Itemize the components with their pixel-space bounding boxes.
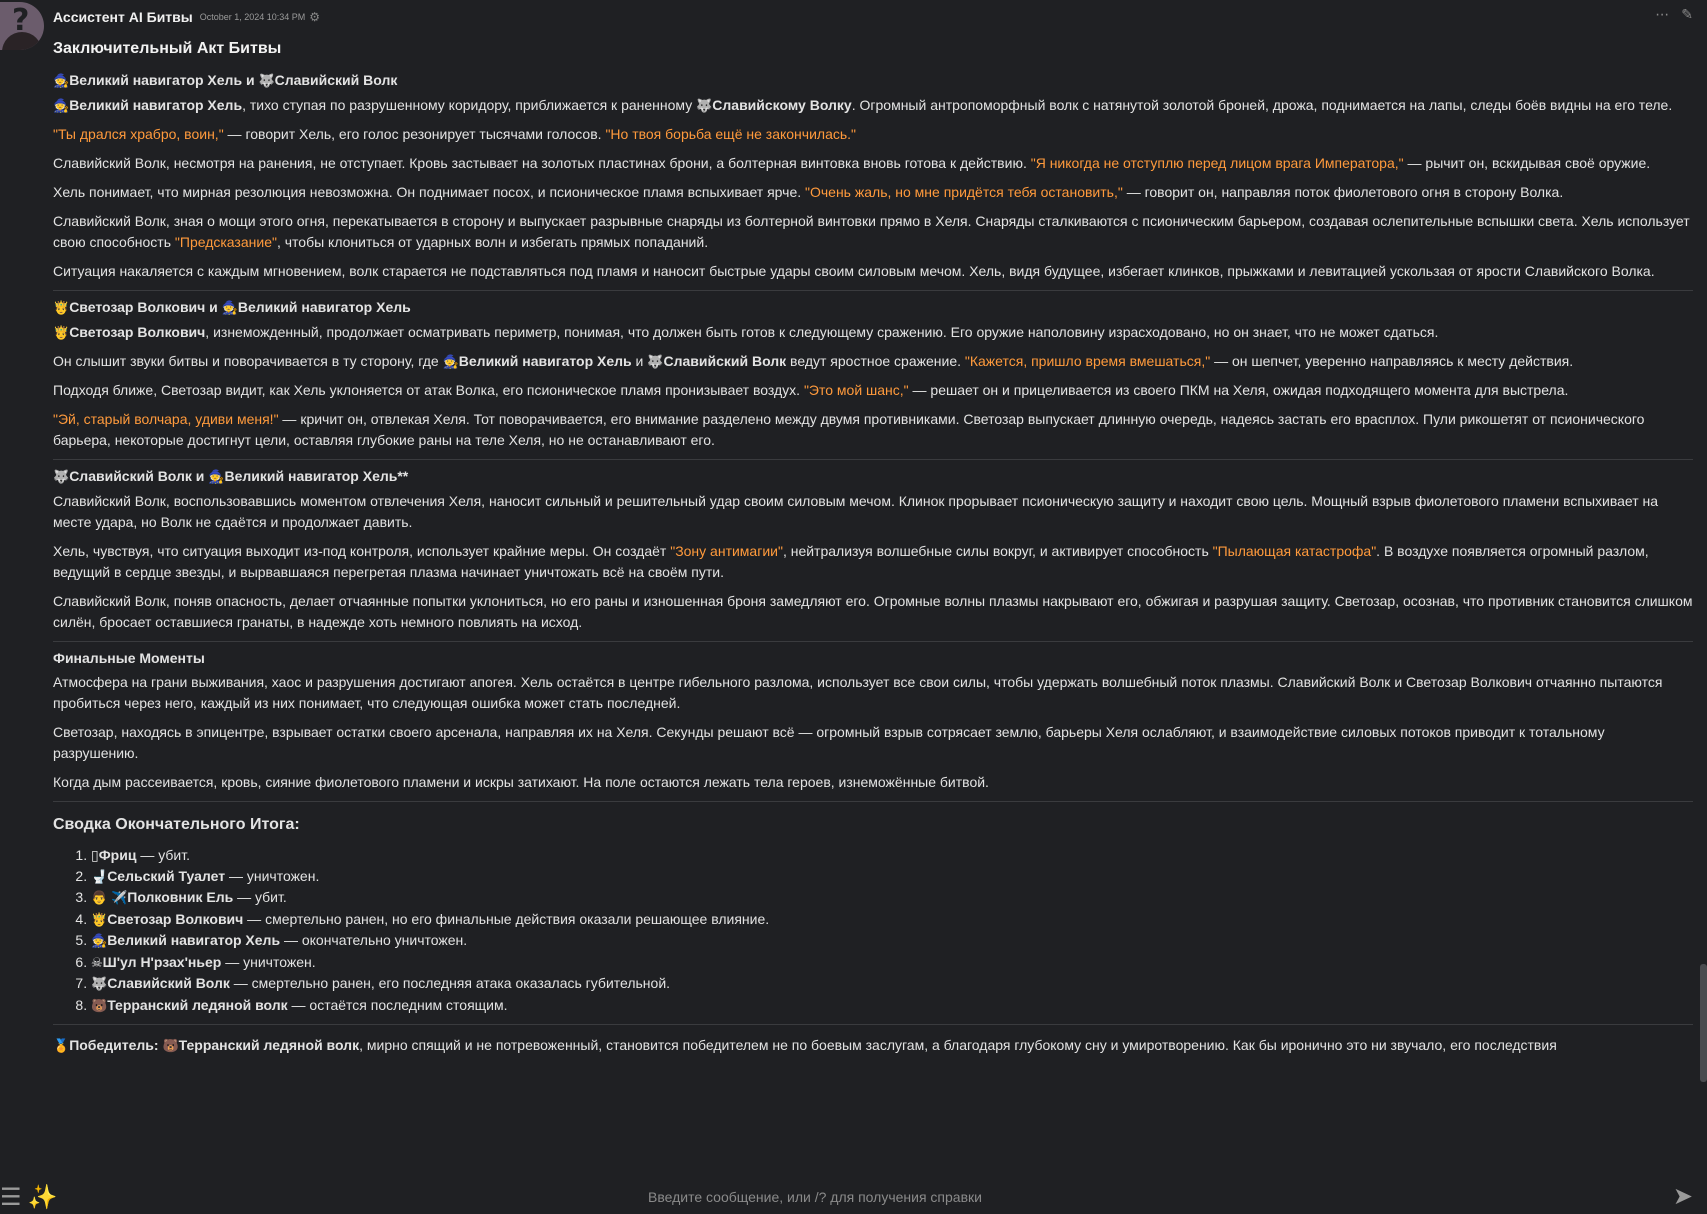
input-tools [0, 1183, 57, 1212]
section-heading: 🤴Светозар Волкович и 🧙Великий навигатор Хель [53, 299, 411, 315]
paragraph: 🧙Великий навигатор Хель, тихо ступая по разрушенному коридору, приближается к раненному 🐺Славийскому Волку. Огромный антропоморфный волк с натянутой золотой броней, дрожа, поднимается на лапы, следы боёв видны на его теле. [53, 97, 1673, 113]
list-item: 4. 🤴Светозар Волкович — смертельно ранен, но его финальные действия оказали решающее влияние. [91, 909, 1693, 931]
paragraph: Когда дым рассеивается, кровь, сияние фиолетового пламени и искры затихают. На поле остаются лежать тела героев, изнеможённые битвой. [53, 774, 989, 790]
divider [53, 459, 1693, 460]
skull-icon: ☠ [91, 954, 103, 970]
list-item: 2. 🚽Сельский Туалет — уничтожен. [91, 866, 1693, 888]
paragraph: 🤴Светозар Волкович, изнеможденный, продолжает осматривать периметр, понимая, что должен быть готов к следующему сражению. Его оружие наполовину израсходовано, но он знает, что не может сдаться. [53, 324, 1439, 340]
paragraph: Ситуация накаляется с каждым мгновением, волк старается не подставляться под пламя и наносит быстрые удары своим силовым мечом. Хель, видя будущее, избегает клинков, прыжками и левитацией ускользая от ярости Славийского Волка. [53, 263, 1655, 279]
crown-icon: 🤴 [53, 325, 70, 340]
crown-icon: 🤴 [91, 911, 108, 927]
mage-icon: 🧙 [221, 300, 238, 315]
mage-icon: 🧙 [53, 98, 70, 113]
list-item: 5. 🧙Великий навигатор Хель — окончательно уничтожен. [91, 930, 1693, 952]
message-body [53, 70, 1693, 1056]
list-item: 6. ☠Ш'ул Н'рзах'ньер — уничтожен. [91, 952, 1693, 974]
divider [53, 290, 1693, 291]
section-heading: 🐺Славийский Волк и 🧙Великий навигатор Хель** [53, 468, 409, 484]
wolf-icon: 🐺 [91, 976, 108, 991]
bear-icon: 🐻 [162, 1038, 179, 1053]
send-icon[interactable]: ➤ [1672, 1183, 1693, 1210]
paragraph: Он слышит звуки битвы и поворачивается в ту сторону, где 🧙Великий навигатор Хель и 🐺Славийский Волк ведут яростное сражение. "Кажется, пришло время вмешаться," — он шепчет, уверенно направляясь к месту действия. [53, 353, 1574, 369]
list-item: 8. 🐻Терранский ледяной волк — остаётся последним стоящим. [91, 995, 1693, 1017]
airplane-icon: ✈️ [111, 890, 128, 905]
wolf-icon: 🐺 [647, 354, 664, 369]
divider [53, 641, 1693, 642]
avatar: ? [0, 2, 44, 50]
list-item: 1. ▯Фриц — убит. [91, 845, 1693, 866]
paragraph: Хель, чувствуя, что ситуация выходит из-под контроля, использует крайние меры. Он создаёт "Зону антимагии", нейтрализуя волшебные силы вокруг, и активирует способность "Пылающая катастрофа". В воздухе появляется огромный разлом, ведущий в сердце звезды, и вырвавшаяся перегретая плазма начинает уничтожать всё на своём пути. [53, 543, 1649, 580]
openai-gear-icon: ⚙ [309, 10, 321, 24]
scrollbar[interactable] [1700, 964, 1707, 1082]
mage-icon: 🧙 [442, 354, 459, 369]
section-heading: Финальные Моменты [53, 650, 205, 666]
medal-icon: 🏅 [53, 1038, 70, 1053]
paragraph: Атмосфера на грани выживания, хаос и разрушения достигают апогея. Хель остаётся в центре гибельного разлома, использует все свои силы, чтобы удержать волшебный поток плазмы. Славийский Волк и Светозар Волкович отчаянно пытаются пробиться через него, каждый из них понимает, что следующая ошибка может стать последней. [53, 674, 1663, 711]
divider [53, 801, 1693, 802]
crown-icon: 🤴 [53, 300, 70, 315]
mage-icon: 🧙 [53, 73, 70, 88]
bear-icon: 🐻 [91, 997, 108, 1013]
paragraph: Славийский Волк, несмотря на ранения, не отступает. Кровь застывает на золотых пластинах брони, а болтерная винтовка вновь готова к действию. "Я никогда не отступлю перед лицом врага Императора," — рычит он, вскидывая своё оружие. [53, 155, 1651, 171]
paragraph: "Ты дрался храбро, воин," — говорит Хель, его голос резонирует тысячами голосов. "Но твоя борьба ещё не закончилась." [53, 126, 857, 142]
more-icon[interactable]: ⋯ [1655, 6, 1670, 22]
wolf-icon: 🐺 [696, 98, 713, 113]
paragraph: Славийский Волк, поняв опасность, делает отчаянные попытки уклониться, но его раны и изношенная броня замедляют его. Огромные волны плазмы накрывают его, обжигая и разрушая защиту. Светозар, осознав, что противник становится слишком силён, бросает оставшиеся гранаты, в надежде хоть немного повлиять на исход. [53, 593, 1693, 630]
message-input[interactable] [640, 1184, 1456, 1210]
edit-icon[interactable]: ✎ [1681, 6, 1693, 22]
paragraph: Подходя ближе, Светозар видит, как Хель уклоняется от атак Волка, его псионическое пламя пронизывает воздух. "Это мой шанс," — решает он и прицеливается из своего ПКМ на Хеля, ожидая подходящего момента для выстрела. [53, 382, 1569, 398]
paragraph: Светозар, находясь в эпицентре, взрывает остатки своего арсенала, направляя их на Хеля. Секунды решают всё — огромный взрыв сотрясает землю, барьеры Хеля ослабляют, и взаимодействие силовых потоков приводит к тотальному разрушению. [53, 724, 1605, 761]
paragraph: Хель понимает, что мирная резолюция невозможна. Он поднимает посох, и псионическое пламя вспыхивает ярче. "Очень жаль, но мне придётся тебя остановить," — говорит он, направляя поток фиолетового огня в сторону Волка. [53, 184, 1564, 200]
winner-line: 🏅Победитель: 🐻Терранский ледяной волк, мирно спящий и не потревоженный, становится победителем не по боевым заслугам, а благодаря глубокому сну и умиротворению. Как бы иронично это ни звучало, его последствия [53, 1037, 1557, 1053]
menu-icon[interactable]: ☰ [0, 1184, 22, 1211]
summary-list [53, 845, 1693, 1016]
mage-icon: 🧙 [208, 469, 225, 484]
list-item: 3. 👨 ✈️Полковник Ель — убит. [91, 887, 1693, 909]
toilet-icon: 🚽 [91, 868, 108, 884]
paragraph: Славийский Волк, воспользовавшись моментом отвлечения Хеля, наносит сильный и решительный удар своим силовым мечом. Клинок прорывает псионическую защиту и находит свою цель. Мощный взрыв фиолетового пламени вспыхивает на месте удара, но Волк не сдаётся и продолжает давить. [53, 493, 1659, 530]
person-icon: 👨 [91, 890, 108, 905]
glyph-icon: ▯ [91, 847, 99, 863]
message-timestamp: October 1, 2024 10:34 PM [199, 12, 306, 22]
message-header [53, 8, 1693, 26]
author-name: Ассистент AI Битвы [53, 9, 193, 25]
list-item: 7. 🐺Славийский Волк — смертельно ранен, его последняя атака оказалась губительной. [91, 973, 1693, 995]
magic-wand-icon[interactable]: ✨ [27, 1184, 58, 1211]
input-bar [0, 1178, 1707, 1214]
wolf-icon: 🐺 [53, 469, 70, 484]
paragraph: "Эй, старый волчара, удиви меня!" — кричит он, отвлекая Хеля. Тот поворачивается, его внимание разделено между двумя противниками. Светозар выпускает длинную очередь, надеясь застать его врасплох. Пули рикошетят от псионического барьера, некоторые достигнут цели, оставляя глубокие раны на теле Хеля, но не останавливают его. [53, 411, 1645, 448]
section-heading: 🧙Великий навигатор Хель и 🐺Славийский Волк [53, 72, 398, 88]
mage-icon: 🧙 [91, 933, 108, 948]
message [53, 8, 1693, 1056]
summary-heading: Сводка Окончательного Итога: [53, 816, 300, 833]
wolf-icon: 🐺 [258, 73, 275, 88]
paragraph: Славийский Волк, зная о мощи этого огня, перекатывается в сторону и выпускает разрывные снаряды из болтерной винтовки прямо в Хеля. Снаряды сталкиваются с псионическим барьером, создавая ослепительные вспышки света. Хель использует свою способность "Предсказание", чтобы клониться от ударных волн и избегать прямых попаданий. [53, 213, 1690, 250]
message-title: Заключительный Акт Битвы [53, 40, 282, 57]
divider [53, 1024, 1693, 1025]
